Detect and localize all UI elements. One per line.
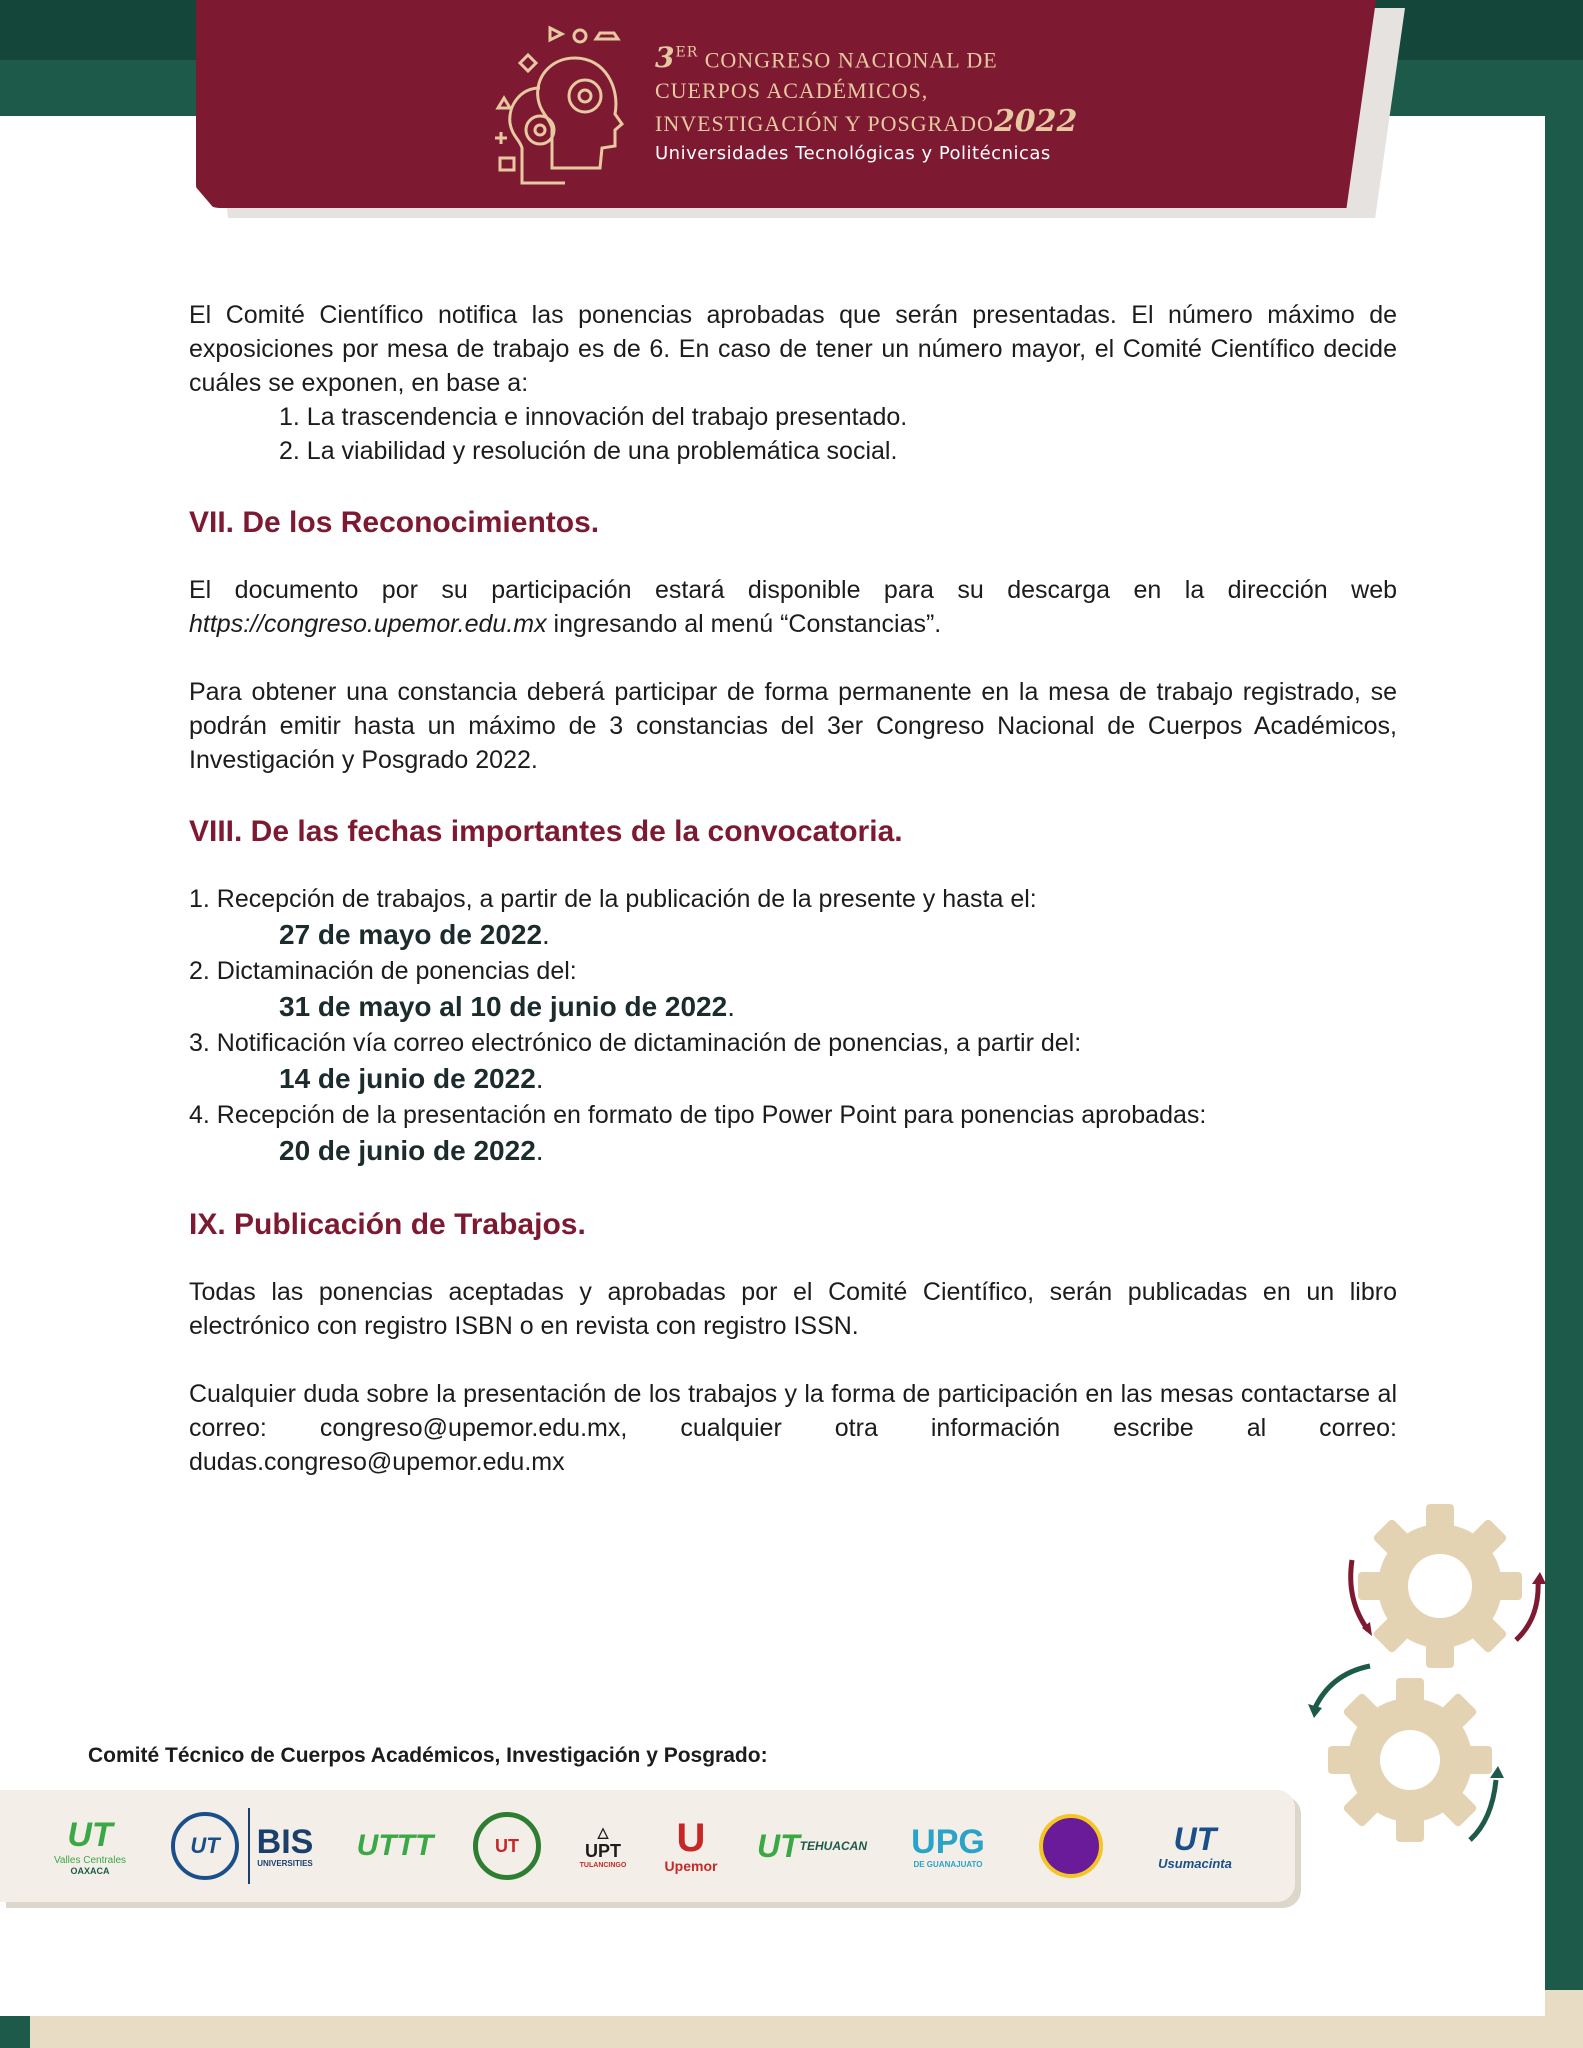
logo-upg[interactable]: UPG DE GUANAJUATO bbox=[911, 1822, 985, 1869]
contact-paragraph: Cualquier duda sobre la presentación de los trabajos y la forma de participación en las mesas contactarse al correo: congreso@upemor.edu.mx, cualquier otra información escribe al correo: dudas.congreso@upemor.edu.mx bbox=[189, 1380, 1397, 1476]
date-item-1: 1. Recepción de trabajos, a partir de la publicación de la presente y hasta el: 27 de mayo de 2022. bbox=[189, 882, 1397, 954]
constancias-url-link[interactable]: https://congreso.upemor.edu.mx bbox=[189, 610, 547, 638]
date-item-3: 3. Notificación vía correo electrónico de dictaminación de ponencias, a partir del: 14 de junio de 2022. bbox=[189, 1026, 1397, 1098]
logo-upt-tulancingo[interactable]: △ UPT TULANCINGO bbox=[579, 1823, 627, 1869]
logo-ut-metropolitana[interactable]: UT bbox=[170, 1808, 240, 1884]
logo-itsjr[interactable]: UT bbox=[472, 1808, 542, 1884]
date-value-3: 14 de junio de 2022. bbox=[279, 1063, 544, 1094]
logo-uttt[interactable]: UTTT bbox=[356, 1829, 434, 1862]
section-title-reconocimientos: VII. De los Reconocimientos. bbox=[189, 506, 600, 539]
congress-head-gears-logo-icon bbox=[480, 18, 645, 188]
logo-ut-usumacinta[interactable]: UT Usumacinta bbox=[1158, 1820, 1232, 1871]
header-title-line3: INVESTIGACIÓN Y POSGRADO2022 bbox=[655, 104, 1078, 140]
date-value-2: 31 de mayo al 10 de junio de 2022. bbox=[279, 991, 735, 1022]
main-content bbox=[189, 298, 1397, 1479]
header-title-line2: CUERPOS ACADÉMICOS, bbox=[655, 78, 929, 104]
header-title-block bbox=[655, 38, 1077, 164]
partner-logo-bar bbox=[0, 1790, 1295, 1902]
logo-upemor[interactable]: U Upemor bbox=[664, 1816, 718, 1874]
header-year: 2022 bbox=[993, 104, 1078, 140]
date-value-1: 27 de mayo de 2022. bbox=[279, 919, 550, 950]
logo-bis-universities[interactable]: BIS UNIVERSITIES bbox=[248, 1808, 320, 1884]
reconocimientos-paragraph-1: El documento por su participación estará disponible para su descarga en la dirección web https://congreso.upemor.edu.mx ingresando al menú “Constancias”. bbox=[189, 576, 1397, 638]
header-subtitle: Universidades Tecnológicas y Politécnicas bbox=[655, 143, 1051, 165]
section-title-fechas: VIII. De las fechas importantes de la convocatoria. bbox=[189, 815, 903, 848]
publicacion-paragraph-1: Todas las ponencias aceptadas y aprobadas por el Comité Científico, serán publicadas en un libro electrónico con registro ISBN o en revista con registro ISSN. bbox=[189, 1278, 1397, 1340]
logo-ut-valles-centrales[interactable]: UT Valles Centrales OAXACA bbox=[53, 1816, 127, 1876]
header-ordinal: 3ER bbox=[655, 41, 699, 75]
reconocimientos-paragraph-2: Para obtener una constancia deberá participar de forma permanente en la mesa de trabajo registrado, se podrán emitir hasta un máximo de 3 constancias del 3er Congreso Nacional de Cuerpos Académicos, Investigación y Posgrado 2022. bbox=[189, 678, 1397, 774]
date-item-4: 4. Recepción de la presentación en formato de tipo Power Point para ponencias aprobadas: 20 de junio de 2022. bbox=[189, 1098, 1397, 1170]
criteria-item-2: 2. La viabilidad y resolución de una problemática social. bbox=[279, 437, 898, 465]
criteria-item-1: 1. La trascendencia e innovación del trabajo presentado. bbox=[279, 403, 908, 431]
date-value-4: 20 de junio de 2022. bbox=[279, 1135, 544, 1166]
gear-icon bbox=[1340, 1500, 1560, 1680]
logo-politecnica-circle[interactable] bbox=[1036, 1808, 1106, 1884]
gear-icon-lower bbox=[1300, 1660, 1520, 1850]
date-item-2: 2. Dictaminación de ponencias del: 31 de mayo al 10 de junio de 2022. bbox=[189, 954, 1397, 1026]
section-title-publicacion: IX. Publicación de Trabajos. bbox=[189, 1208, 586, 1241]
header-title-line1: 3ER CONGRESO NACIONAL DE bbox=[655, 41, 998, 75]
logo-ut-tehuacan[interactable]: UT TEHUACAN bbox=[757, 1827, 867, 1864]
intro-paragraph: El Comité Científico notifica las ponencias aprobadas que serán presentadas. El número máximo de exposiciones por mesa de trabajo es de 6. En caso de tener un número mayor, el Comité Científico decide cuáles se exponen, en base a: bbox=[189, 301, 1397, 397]
committee-label: Comité Técnico de Cuerpos Académicos, Investigación y Posgrado: bbox=[88, 1744, 768, 1767]
